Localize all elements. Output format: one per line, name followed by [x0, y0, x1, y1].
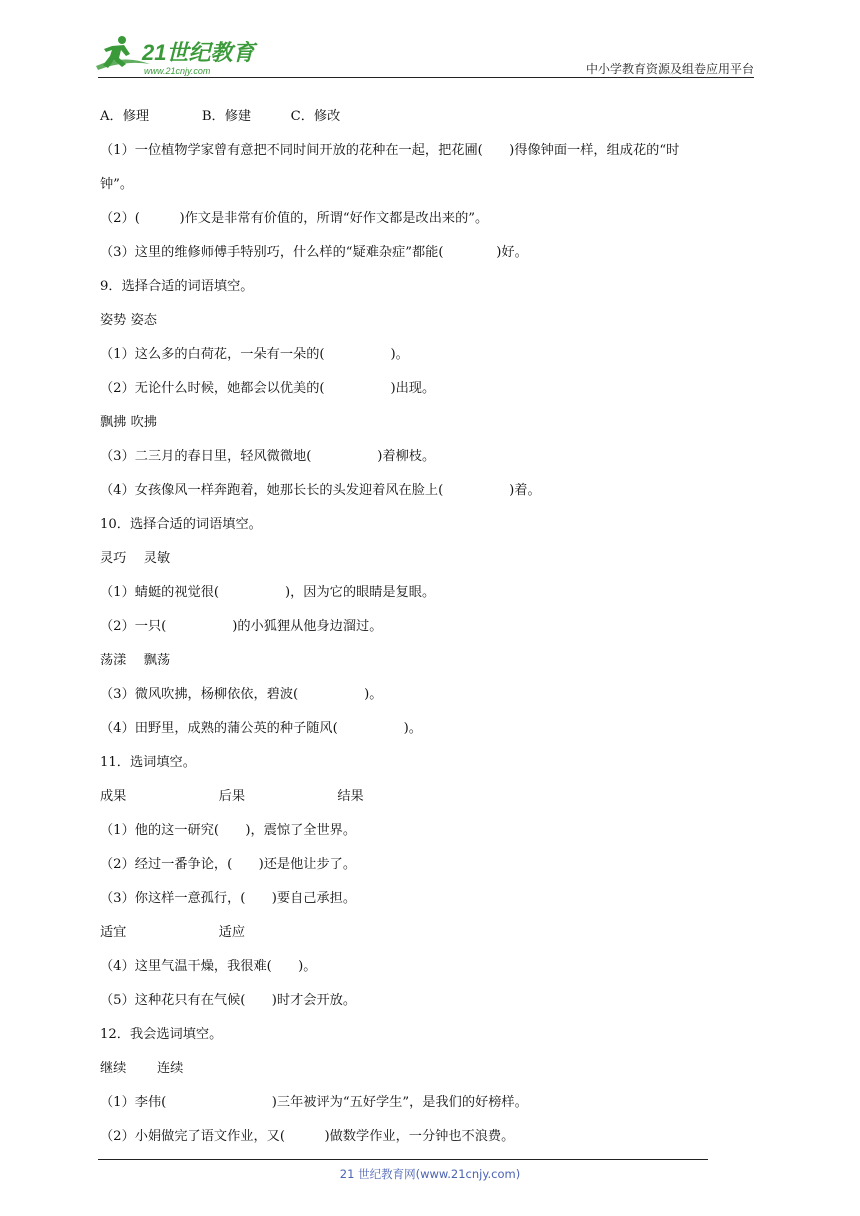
section-title: 11．选词填空。 [100, 755, 196, 770]
logo-text: 21世纪教育 [142, 40, 255, 65]
word-choices: 灵巧 灵敏 [100, 551, 171, 566]
word-choices: 荡漾 飘荡 [100, 653, 171, 668]
question-line: （2）一只( )的小狐狸从他身边溜过。 [100, 619, 383, 634]
question-line: （1）蜻蜓的视觉很( )，因为它的眼睛是复眼。 [100, 585, 436, 600]
word-choices: 继续 连续 [100, 1061, 184, 1076]
word-choices: 飘拂 吹拂 [100, 415, 157, 430]
question-line: （2）( )作文是非常有价值的，所谓“好作文都是改出来的”。 [100, 211, 489, 226]
worksheet-content [100, 100, 765, 1154]
section-title: 12．我会选词填空。 [100, 1027, 223, 1042]
question-line: 钟”。 [100, 177, 134, 192]
question-line: （2）小娟做完了语文作业，又( )做数学作业，一分钟也不浪费。 [100, 1129, 515, 1144]
word-choices: 适宜 适应 [100, 925, 246, 940]
question-line: （1）他的这一研究( )，震惊了全世界。 [100, 823, 357, 838]
section-title: 10．选择合适的词语填空。 [100, 517, 262, 532]
question-line: （3）这里的维修师傅手特别巧，什么样的“疑难杂症”都能( )好。 [100, 245, 528, 260]
platform-name: 中小学教育资源及组卷应用平台 [585, 62, 754, 76]
question-line: （2）经过一番争论，( )还是他让步了。 [100, 857, 357, 872]
question-line: （3）二三月的春日里，轻风微微地( )着柳枝。 [100, 449, 436, 464]
question-line: （4）女孩像风一样奔跑着，她那长长的头发迎着风在脸上( )着。 [100, 483, 541, 498]
word-choices: 成果 后果 结果 [100, 789, 364, 804]
question-line: （2）无论什么时候，她都会以优美的( )出现。 [100, 381, 436, 396]
question-line: （3）你这样一意孤行，( )要自己承担。 [100, 891, 357, 906]
page-header [0, 0, 860, 80]
footer-link[interactable]: 21 世纪教育网(www.21cnjy.com) [339, 1167, 521, 1181]
logo-url: www.21cnjy.com [144, 66, 211, 76]
footer-divider [98, 1159, 708, 1160]
question-line: （4）田野里，成熟的蒲公英的种子随风( )。 [100, 721, 422, 736]
question-line: （1）李伟( )三年被评为“五好学生”，是我们的好榜样。 [100, 1095, 528, 1110]
question-line: （3）微风吹拂，杨柳依依，碧波( )。 [100, 687, 383, 702]
question-line: （1）这么多的白荷花，一朵有一朵的( )。 [100, 347, 409, 362]
word-choices: 姿势 姿态 [100, 313, 157, 328]
question-line: （5）这种花只有在气候( )时才会开放。 [100, 993, 357, 1008]
options-line: A．修理 B．修建 C．修改 [100, 109, 341, 124]
question-line: （1）一位植物学家曾有意把不同时间开放的花种在一起，把花圃( )得像钟面一样，组成花的“时 [100, 143, 680, 158]
logo-runner-icon [92, 34, 262, 78]
header-divider [98, 77, 754, 78]
question-line: （4）这里气温干燥，我很难( )。 [100, 959, 317, 974]
section-title: 9．选择合适的词语填空。 [100, 279, 254, 294]
